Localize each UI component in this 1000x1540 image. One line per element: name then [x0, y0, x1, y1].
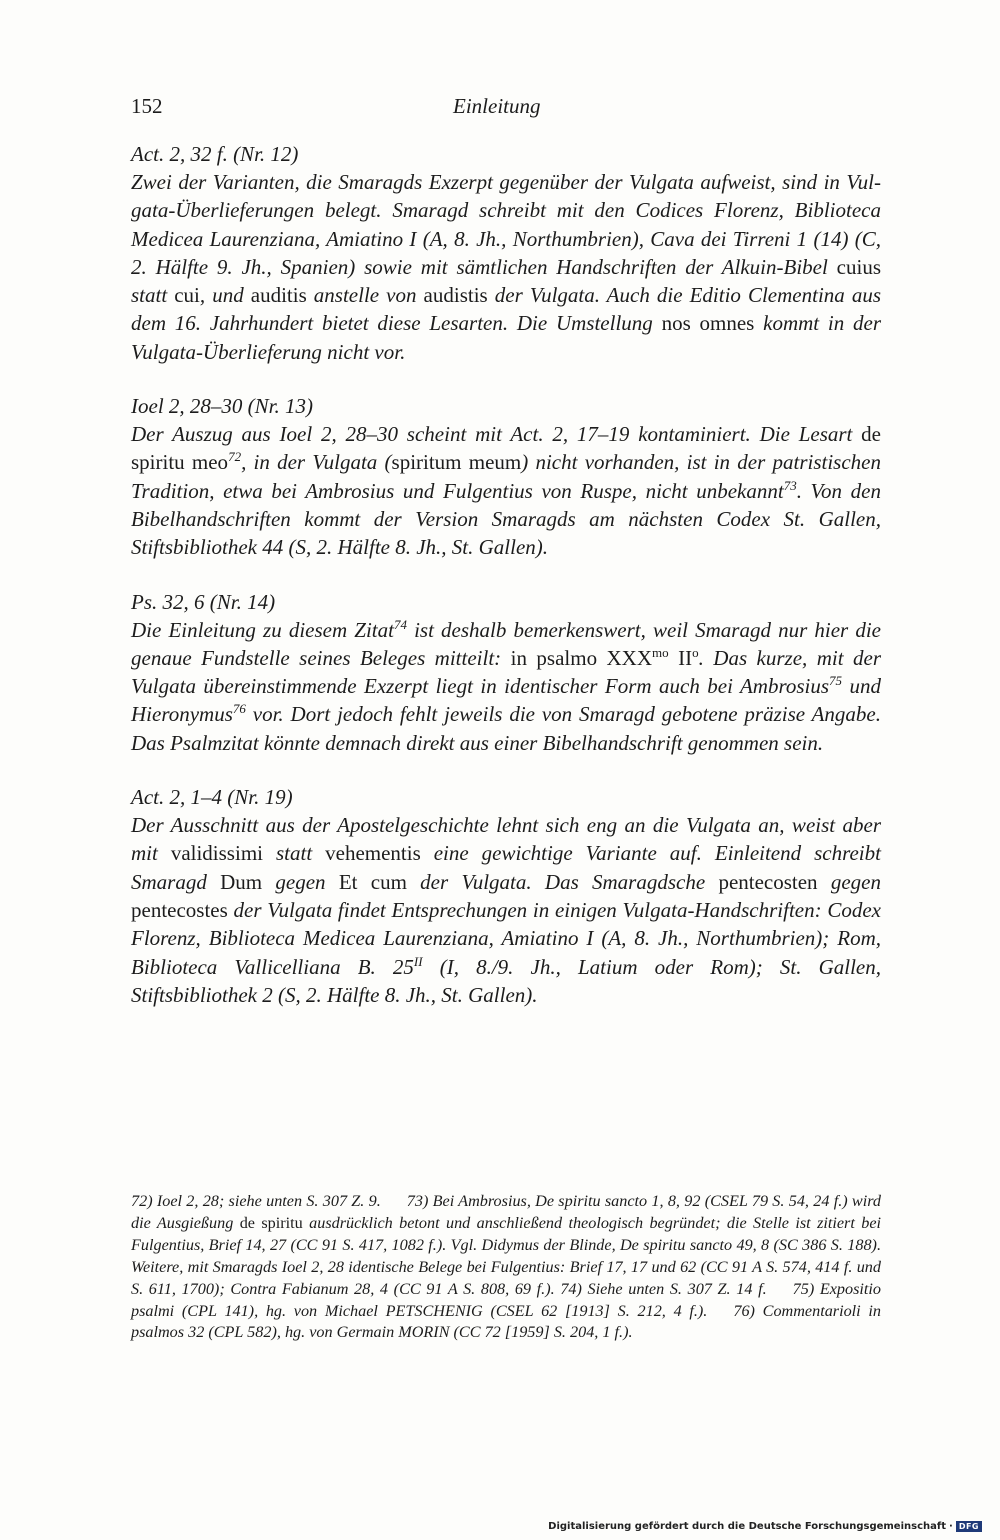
footnote-ref-73: 73: [783, 477, 797, 493]
digitization-credit: Digitalisierung gefördert durch die Deutsche Forschungsgemeinschaft · DFG: [548, 1521, 982, 1532]
section-act-2-32: [131, 140, 881, 366]
running-head: Einleitung: [453, 94, 541, 118]
footnote-74: 74) Siehe unten S. 307 Z. 14 f.: [560, 1279, 767, 1298]
section-heading: Act. 2, 1–4 (Nr. 19): [131, 785, 293, 810]
section-ps-32-6: [131, 588, 881, 757]
section-text: Zwei der Varianten, die Smaragds Exzerpt gegenüber der Vulgata aufweist, sind in Vul-gata-Überlieferungen belegt. Smaragd schreibt mit den Codices Florenz, Biblioteca Medicea Laurenziana, Amiatino I (A, 8. Jh., Northumbrien), Cava dei Tirreni 1 (14) (C, 2. Hälfte 9. Jh., Spanien) sowie mit sämtlichen Handschriften der Alkuin-Bibel cuius statt cui, und auditis anstelle von audistis der Vulgata. Auch die Editio Clementina aus dem 16. Jahrhundert bietet diese Lesarten. Die Umstellung nos omnes kommt in der Vulgata-Überlieferung nicht vor.: [131, 170, 881, 364]
superscript-mo: mo: [652, 644, 669, 660]
footnote-ref-74: 74: [393, 616, 407, 632]
section-heading: Ioel 2, 28–30 (Nr. 13): [131, 394, 313, 419]
section-ioel-2-28: [131, 392, 881, 561]
footnote-72: 72) Ioel 2, 28; siehe unten S. 307 Z. 9.: [131, 1192, 381, 1210]
dfg-logo-icon: DFG: [956, 1521, 982, 1532]
superscript-o: o: [692, 644, 699, 660]
footnote-73: 73) Bei Ambrosius, De spiritu sancto 1, 8, 92 (CSEL 79 S. 54, 24 f.) wird die Ausgießung de spiritu ausdrücklich betont und anschließend theologisch begründet; die Stelle ist zitiert bei Fulgentius, Brief 14, 27 (CC 91 S. 417, 1082 f.). Vgl. Didymus der Blinde, De spiritu sancto 49, 8 (SC 386 S. 188). Weitere, mit Smaragds Ioel 2, 28 identische Belege bei Fulgentius: Brief 17, 17 und 62 (CC 91 A S. 574, 414 f. und S. 611, 1700); Contra Fabianum 28, 4 (CC 91 A S. 808, 69 f.).: [131, 1192, 881, 1298]
section-heading: Act. 2, 32 f. (Nr. 12): [131, 142, 299, 166]
credit-text: Digitalisierung gefördert durch die Deutsche Forschungsgemeinschaft: [548, 1521, 947, 1532]
section-text: Die Einleitung zu diesem Zitat$^{74}$ ist deshalb bemerkenswert, weil Smaragd nur hier die genaue Fundstelle seines Beleges mitteilt: in psalmo $XXX^{mo}$ $II^o$. Das kurze, mit der Vulgata übereinstimmende Exzerpt liegt in identischer Form auch bei Ambrosius$^{75}$ und Hieronymus$^{76}$ vor. Dort jedoch fehlt jeweils die von Smaragd gebotene präzise Angabe. Das Psalmzitat könnte demnach direkt aus einer Bibelhandschrift genommen sein.: [131, 616, 882, 755]
footnotes: [131, 1191, 881, 1344]
footnote-ref-72: 72: [228, 449, 242, 465]
section-act-2-1: [131, 783, 881, 1009]
section-heading: Ps. 32, 6 (Nr. 14): [131, 589, 276, 614]
main-body: [131, 140, 881, 1035]
superscript-ii: II: [413, 953, 423, 969]
footnote-ref-75: 75: [829, 673, 843, 689]
footnote-76: 76) Commentarioli in psalmos 32 (CPL 582), hg. von Germain MORIN (CC 72 [1959] S. 204, 1 f.).: [131, 1301, 881, 1342]
section-text: Der Ausschnitt aus der Apostelgeschichte lehnt sich eng an die Vulgata an, weist aber mit validissimi statt vehementis eine gewichtige Variante auf. Einleitend schreibt Smaragd Dum gegen Et cum der Vulgata. Das Smaragdsche pentecosten gegen pentecostes der Vulgata findet Entsprechungen in einigen Vulgata-Handschriften: Codex Florenz, Biblioteca Medicea Laurenziana, Amiatino I (A, 8. Jh., Northumbrien); Rom, Biblioteca Vallicelliana B. $25^{II}$ (I, 8./9. Jh., Latium oder Rom); St. Gallen, Stiftsbibliothek 2 (S, 2. Hälfte 8. Jh., St. Gallen).: [131, 813, 881, 1007]
page-number: 152: [131, 94, 163, 118]
footnote-75: 75) Expositio psalmi (CPL 141), hg. von Michael PETSCHENIG (CSEL 62 [1913] S. 212, 4 f.).: [131, 1279, 881, 1320]
section-text: Der Auszug aus Ioel 2, 28–30 scheint mit Act. 2, 17–19 kontaminiert. Die Lesart de spiritu meo$^{72}$, in der Vulgata (spiritum meum) nicht vorhanden, ist in der patristischen Tradition, etwa bei Ambrosius und Fulgentius von Ruspe, nicht unbekannt$^{73}$. Von den Bibelhandschriften kommt der Version Smaragds am nächsten Codex St. Gallen, Stiftsbibliothek 44 (S, 2. Hälfte 8. Jh., St. Gallen).: [131, 422, 881, 560]
footnote-ref-76: 76: [232, 701, 246, 717]
